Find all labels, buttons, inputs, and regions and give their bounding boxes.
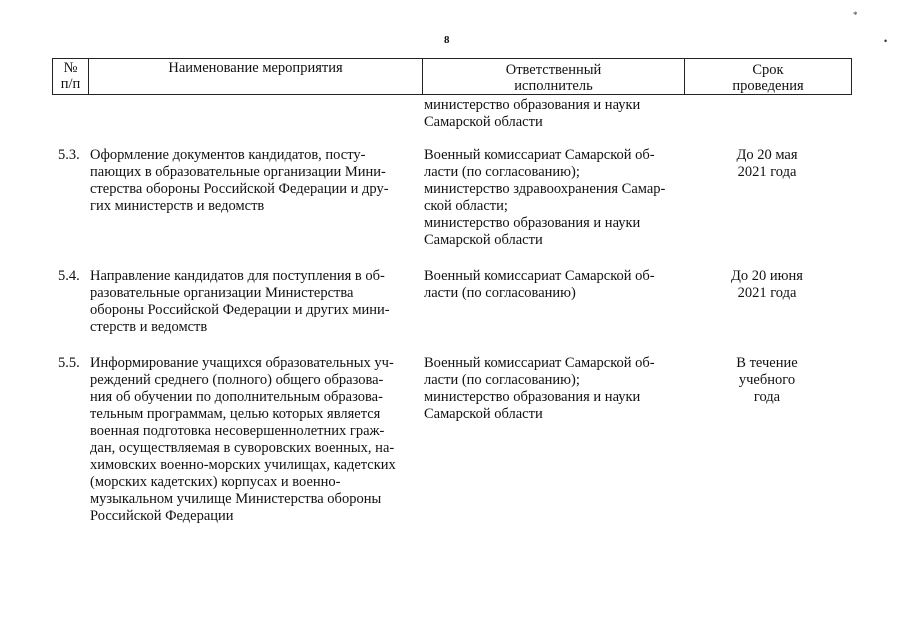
header-responsible-cell bbox=[423, 59, 685, 94]
page-number: 8 bbox=[444, 34, 450, 46]
header-name-text: Наименование мероприятия bbox=[168, 60, 343, 76]
row-term bbox=[712, 268, 822, 302]
row-responsible-line: Военный комиссариат Самарской об- bbox=[424, 355, 655, 371]
row-activity-line: дан, осуществляемая в суворовских военных, на- bbox=[90, 440, 395, 456]
row-responsible-line: ласти (по согласованию) bbox=[424, 285, 576, 301]
table-header bbox=[52, 58, 852, 95]
scan-mark: • bbox=[884, 36, 888, 46]
header-responsible-line: Ответственный bbox=[505, 62, 602, 78]
row-responsible-line: ласти (по согласованию); bbox=[424, 372, 580, 388]
row-term-line: года bbox=[753, 389, 781, 405]
row-term-line: 2021 года bbox=[737, 164, 797, 180]
row-term-line: До 20 июня bbox=[731, 268, 803, 284]
row-activity-line: стерства обороны Российской Федерации и дру- bbox=[90, 181, 389, 197]
header-term-line: Срок bbox=[752, 62, 784, 78]
row-activity-line: гих министерств и ведомств bbox=[90, 198, 265, 214]
row-number: 5.4. bbox=[58, 268, 80, 284]
row-responsible-line: ласти (по согласованию); bbox=[424, 164, 580, 180]
row-activity-line: Оформление документов кандидатов, посту- bbox=[90, 147, 366, 163]
continuation-responsible bbox=[424, 97, 678, 131]
row-responsible-line: ской области; bbox=[424, 198, 508, 214]
row-responsible-line: Самарской области bbox=[424, 232, 543, 248]
row-activity-name bbox=[90, 355, 412, 525]
row-responsible-line: Военный комиссариат Самарской об- bbox=[424, 268, 655, 284]
row-responsible-line: министерство образования и науки bbox=[424, 389, 641, 405]
row-responsible bbox=[424, 147, 678, 249]
row-activity-line: стерств и ведомств bbox=[90, 319, 208, 335]
row-term bbox=[712, 147, 822, 181]
row-activity-line: (морских кадетских) корпусах и военно- bbox=[90, 474, 341, 490]
row-responsible-line: министерство здравоохранения Самар- bbox=[424, 181, 666, 197]
row-activity-line: обороны Российской Федерации и других мини- bbox=[90, 302, 390, 318]
row-number: 5.5. bbox=[58, 355, 80, 371]
continuation-line: Самарской области bbox=[424, 114, 543, 130]
row-activity-line: Информирование учащихся образовательных уч- bbox=[90, 355, 394, 371]
row-responsible-line: министерство образования и науки bbox=[424, 215, 641, 231]
row-activity-name bbox=[90, 147, 412, 215]
header-term-cell bbox=[685, 59, 851, 94]
row-activity-line: реждений среднего (полного) общего образова- bbox=[90, 372, 384, 388]
row-activity-line: ния об обучении по дополнительным образова- bbox=[90, 389, 383, 405]
row-activity-name bbox=[90, 268, 412, 336]
row-activity-line: пающих в образовательные организации Мини- bbox=[90, 164, 386, 180]
row-activity-line: Российской Федерации bbox=[90, 508, 234, 524]
header-term-line: проведения bbox=[732, 78, 804, 94]
header-responsible-line: исполнитель bbox=[514, 78, 593, 94]
row-term-line: учебного bbox=[738, 372, 796, 388]
row-activity-line: химовских военно-морских училищах, кадетских bbox=[90, 457, 396, 473]
row-number: 5.3. bbox=[58, 147, 80, 163]
row-activity-line: Направление кандидатов для поступления в об- bbox=[90, 268, 385, 284]
header-name-cell bbox=[89, 59, 423, 94]
header-number-line: № bbox=[63, 60, 78, 76]
header-number-cell bbox=[53, 59, 89, 94]
scan-mark: * bbox=[853, 10, 858, 20]
row-responsible bbox=[424, 268, 678, 302]
row-activity-line: военная подготовка несовершеннолетних граж- bbox=[90, 423, 385, 439]
row-term-line: До 20 мая bbox=[736, 147, 798, 163]
row-activity-line: тельным программам, целью которых является bbox=[90, 406, 381, 422]
row-activity-line: музыкальном училище Министерства обороны bbox=[90, 491, 382, 507]
row-responsible bbox=[424, 355, 678, 423]
row-term-line: В течение bbox=[736, 355, 798, 371]
row-term bbox=[712, 355, 822, 406]
row-responsible-line: Самарской области bbox=[424, 406, 543, 422]
header-number-line: п/п bbox=[60, 76, 81, 92]
row-activity-line: разовательные организации Министерства bbox=[90, 285, 354, 301]
row-term-line: 2021 года bbox=[737, 285, 797, 301]
row-responsible-line: Военный комиссариат Самарской об- bbox=[424, 147, 655, 163]
continuation-line: министерство образования и науки bbox=[424, 97, 641, 113]
